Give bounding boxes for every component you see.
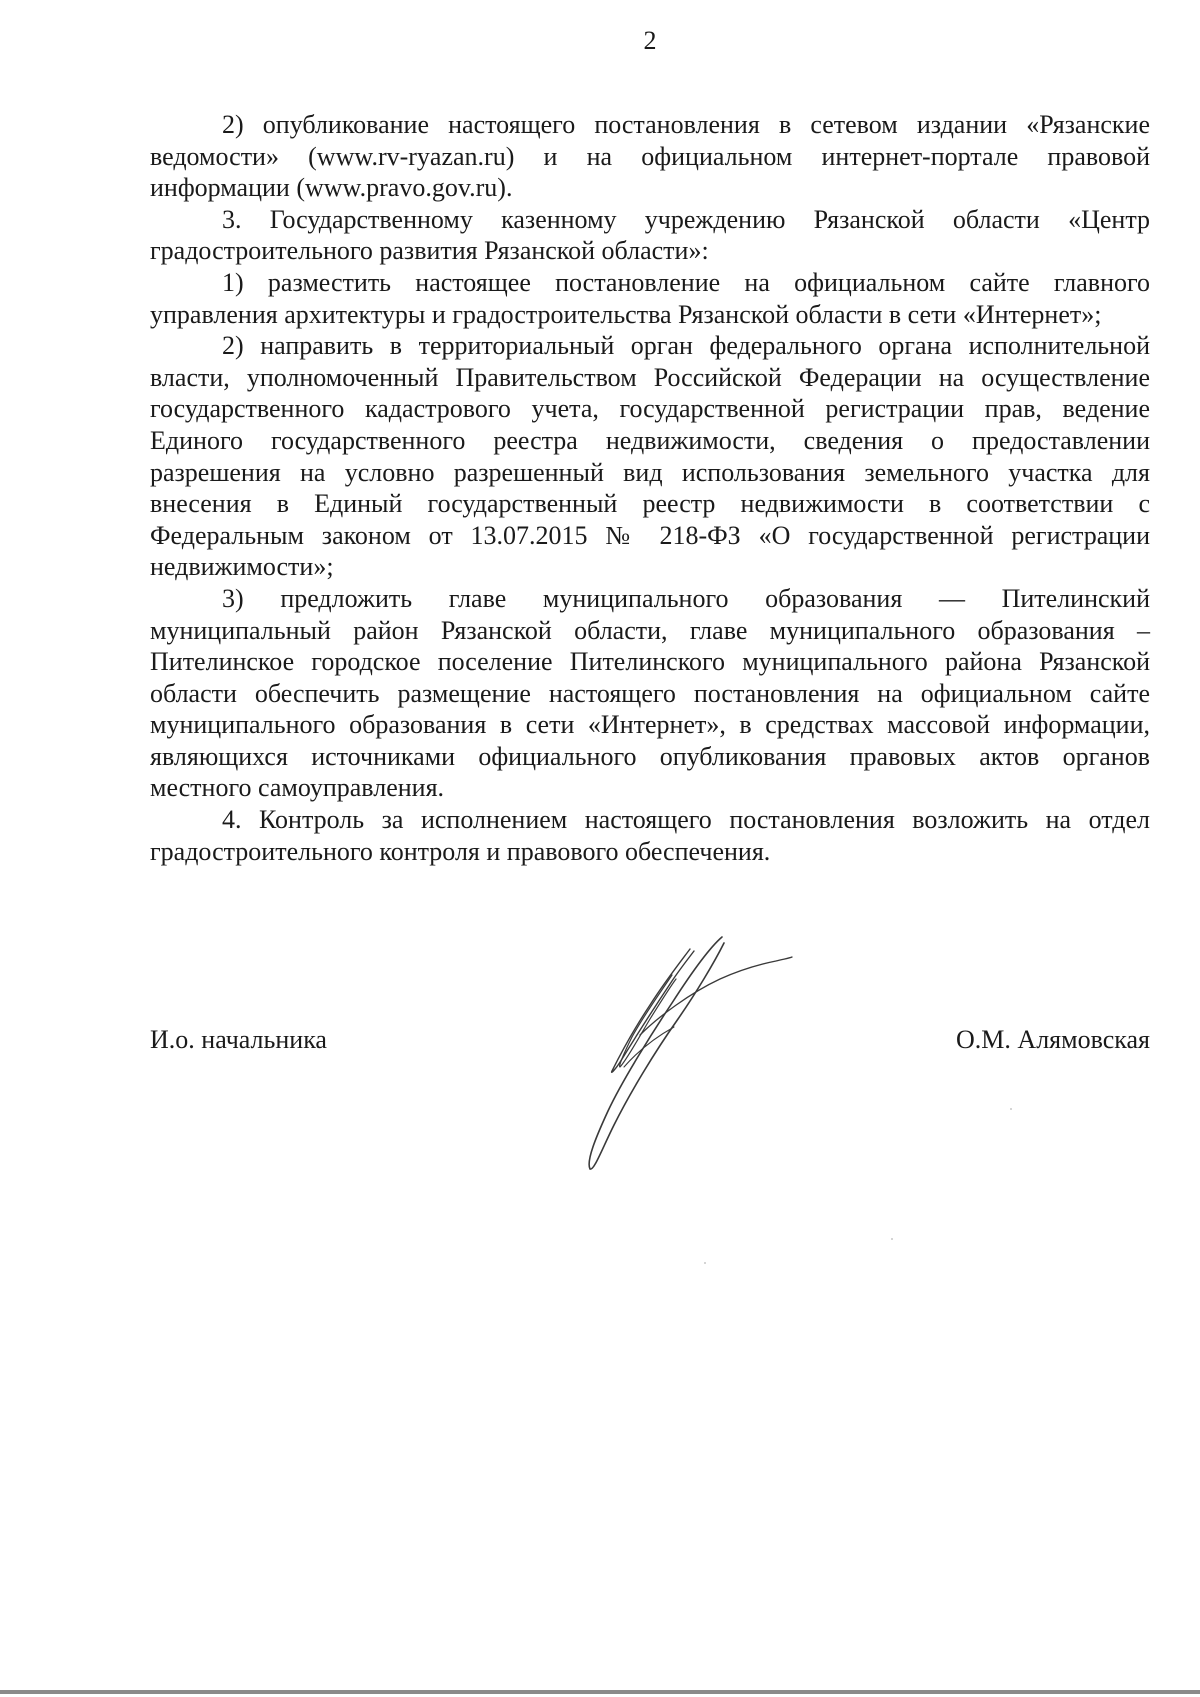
document-body: [150, 109, 1150, 867]
paragraph-item-3-3: 3) предложить главе муниципального образования — Пителинский муниципальный район Рязанской области, главе муниципального образования – Пителинское городское поселение Пителинского муниципального района Рязанской области обеспечить размещение настоящего постановления на официальном сайте муниципального образования в сети «Интернет», в средствах массовой информации, являющихся источниками официального опубликования правовых актов органов местного самоуправления.: [150, 583, 1150, 803]
paragraph-publication: 2) опубликование настоящего постановления в сетевом издании «Рязанские ведомости» (www.rv-ryazan.ru) и на официальном интернет-портале правовой информации (www.pravo.gov.ru).: [150, 110, 1150, 203]
signatory-name: О.М. Алямовская: [956, 1025, 1150, 1054]
paragraph-item-3: 3. Государственному казенному учреждению Рязанской области «Центр градостроительного развития Рязанской области»:: [150, 204, 1150, 266]
signatory-role: И.о. начальника: [150, 1025, 327, 1054]
scan-speck: [891, 1238, 893, 1240]
signature-block: [150, 1024, 1150, 1064]
paragraph-item-3-1: 1) разместить настоящее постановление на официальном сайте главного управления архитектуры и градостроительства Рязанской области в сети «Интернет»;: [150, 267, 1150, 329]
scan-speck: [704, 1262, 706, 1264]
paragraph-item-3-2: 2) направить в территориальный орган федерального органа исполнительной власти, уполномоченный Правительством Российской Федерации на осуществление государственного кадастрового учета, государственной регистрации прав, ведение Единого государственного реестра недвижимости, сведения о предоставлении разрешения на условно разрешенный вид использования земельного участка для внесения в Единый государственный реестр недвижимости в соответствии с Федеральным законом от 13.07.2015 № 218-ФЗ «О государственной регистрации недвижимости»;: [150, 331, 1150, 582]
scan-bottom-edge: [0, 1690, 1200, 1694]
paragraph-item-4: 4. Контроль за исполнением настоящего постановления возложить на отдел градостроительного контроля и правового обеспечения.: [150, 805, 1150, 866]
page-number: 2: [643, 26, 657, 55]
scan-speck: [1010, 1108, 1012, 1110]
